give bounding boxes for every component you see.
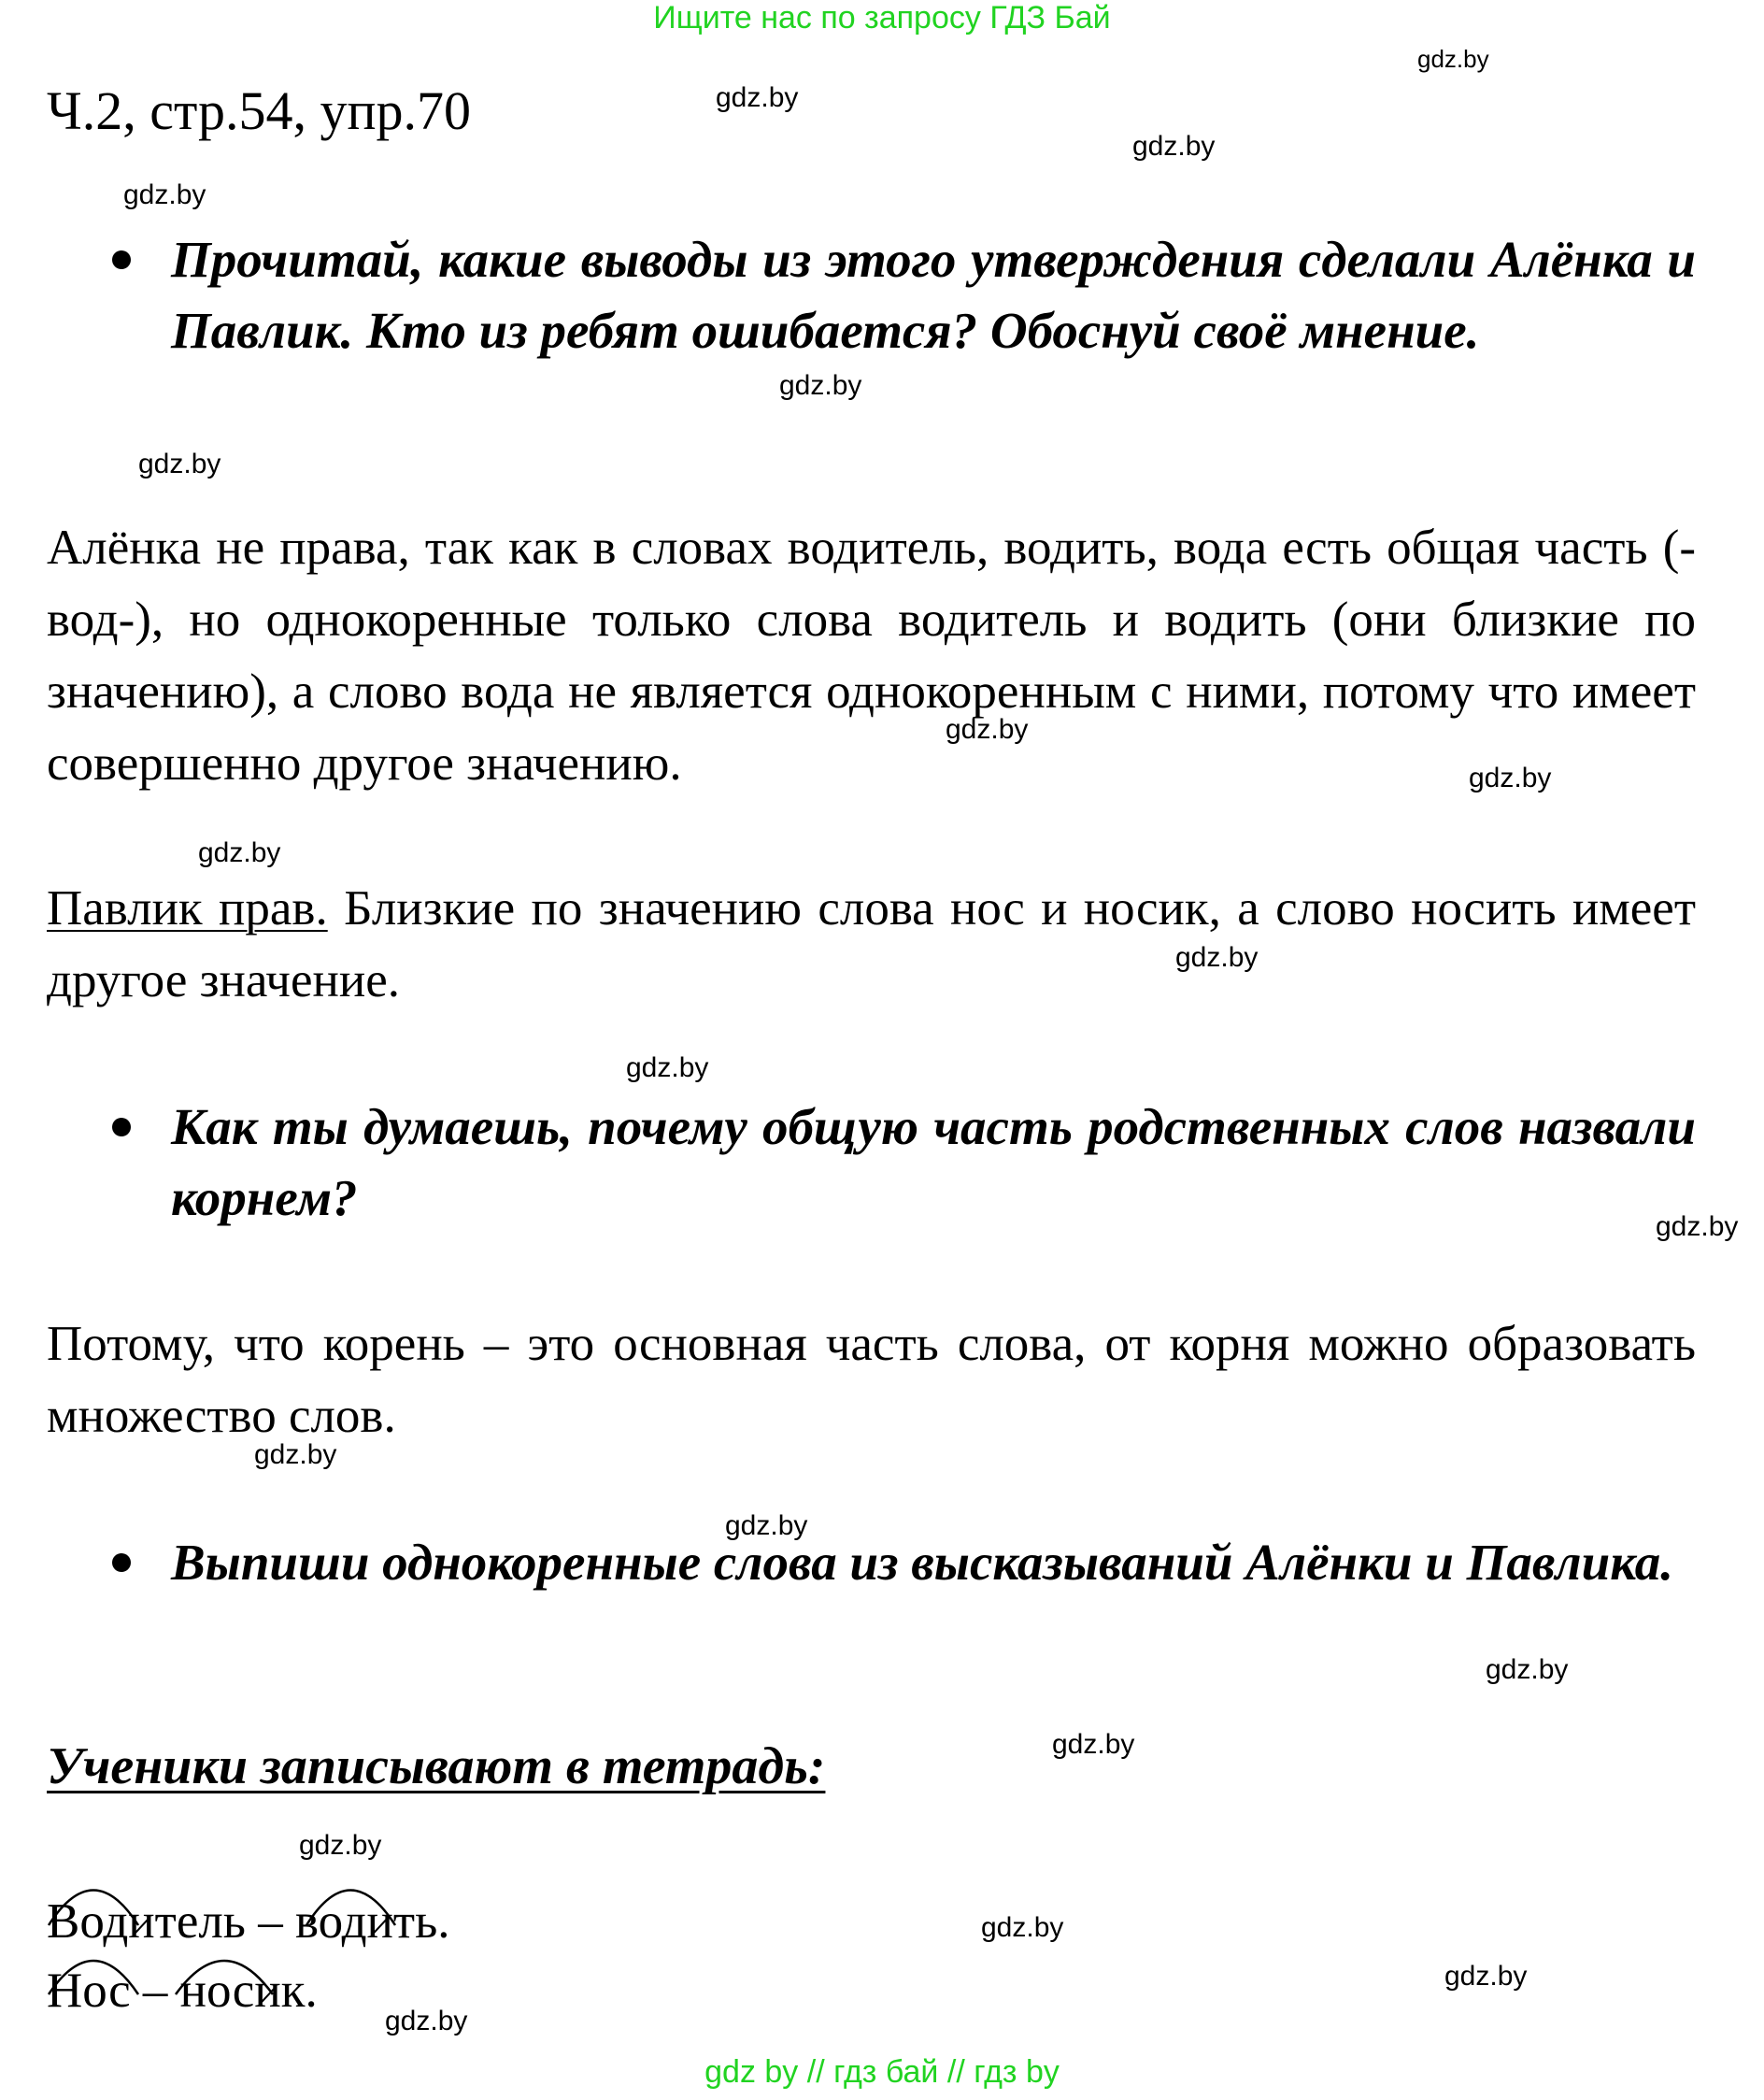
task-bullet-1 (47, 224, 1696, 366)
bullet-dot-icon (112, 250, 131, 269)
answer-paragraph-1 (47, 512, 1696, 800)
watermark: gdz.by (138, 449, 221, 479)
answer-text: Близкие по значению слова нос и носик, а слово носить имеет другое значение. (47, 881, 1696, 1007)
page-title: Ч.2, стр.54, упр.70 (47, 80, 472, 141)
task-text: Выпиши однокоренные слова из высказываний Алёнки и Павлика. (171, 1534, 1673, 1591)
watermark: gdz.by (1656, 1211, 1739, 1242)
watermark: gdz.by (123, 179, 206, 210)
watermark: gdz.by (385, 2006, 468, 2036)
watermark: gdz.by (725, 1510, 808, 1541)
watermark: gdz.by (946, 714, 1029, 745)
watermark: gdz.by (716, 82, 799, 113)
root-words-line-1: Водитель – водить. (47, 1894, 450, 1949)
watermark: gdz.by (1469, 763, 1552, 793)
bullet-dot-icon (112, 1118, 131, 1136)
answer-text: Алёнка не права, так как в словах водитель, водить, вода есть общая часть (-вод-), но однокоренные только слова водитель и водить (они близкие по значению), а слово вода не является однокоренным с ними, потому что имеет совершенно другое значению. (47, 521, 1696, 791)
answer-paragraph-2 (47, 873, 1696, 1017)
answer-underlined-text: Павлик прав. (47, 881, 328, 936)
task-text: Прочитай, какие выводы из этого утверждения сделали Алёнка и Павлик. Кто из ребят ошибается? Обоснуй своё мнение. (171, 231, 1696, 359)
top-banner[interactable]: Ищите нас по запросу ГДЗ Бай (653, 0, 1111, 36)
footer-links[interactable]: gdz by // гдз бай // гдз by (704, 2054, 1060, 2090)
answer-text: Потому, что корень – это основная часть слова, от корня можно образовать множество слов. (47, 1317, 1696, 1443)
watermark: gdz.by (1052, 1729, 1135, 1760)
bullet-dot-icon (112, 1553, 131, 1572)
watermark: gdz.by (1132, 131, 1216, 162)
task-bullet-2 (47, 1092, 1696, 1234)
watermark: gdz.by (198, 837, 281, 868)
watermark: gdz.by (981, 1912, 1064, 1943)
watermark: gdz.by (254, 1439, 337, 1470)
watermark: gdz.by (1417, 45, 1489, 73)
watermark: gdz.by (1175, 942, 1259, 973)
watermark: gdz.by (779, 370, 862, 401)
watermark: gdz.by (299, 1830, 382, 1861)
task-bullet-3 (47, 1527, 1696, 1598)
answer-paragraph-3 (47, 1308, 1696, 1452)
watermark: gdz.by (626, 1052, 709, 1083)
root-words-line-2: Нос – носик. (47, 1964, 318, 2018)
notebook-heading: Ученики записывают в тетрадь: (47, 1737, 826, 1795)
task-text: Как ты думаешь, почему общую часть родственных слов назвали корнем? (171, 1098, 1696, 1226)
watermark: gdz.by (1486, 1654, 1569, 1685)
watermark: gdz.by (1444, 1961, 1528, 1992)
